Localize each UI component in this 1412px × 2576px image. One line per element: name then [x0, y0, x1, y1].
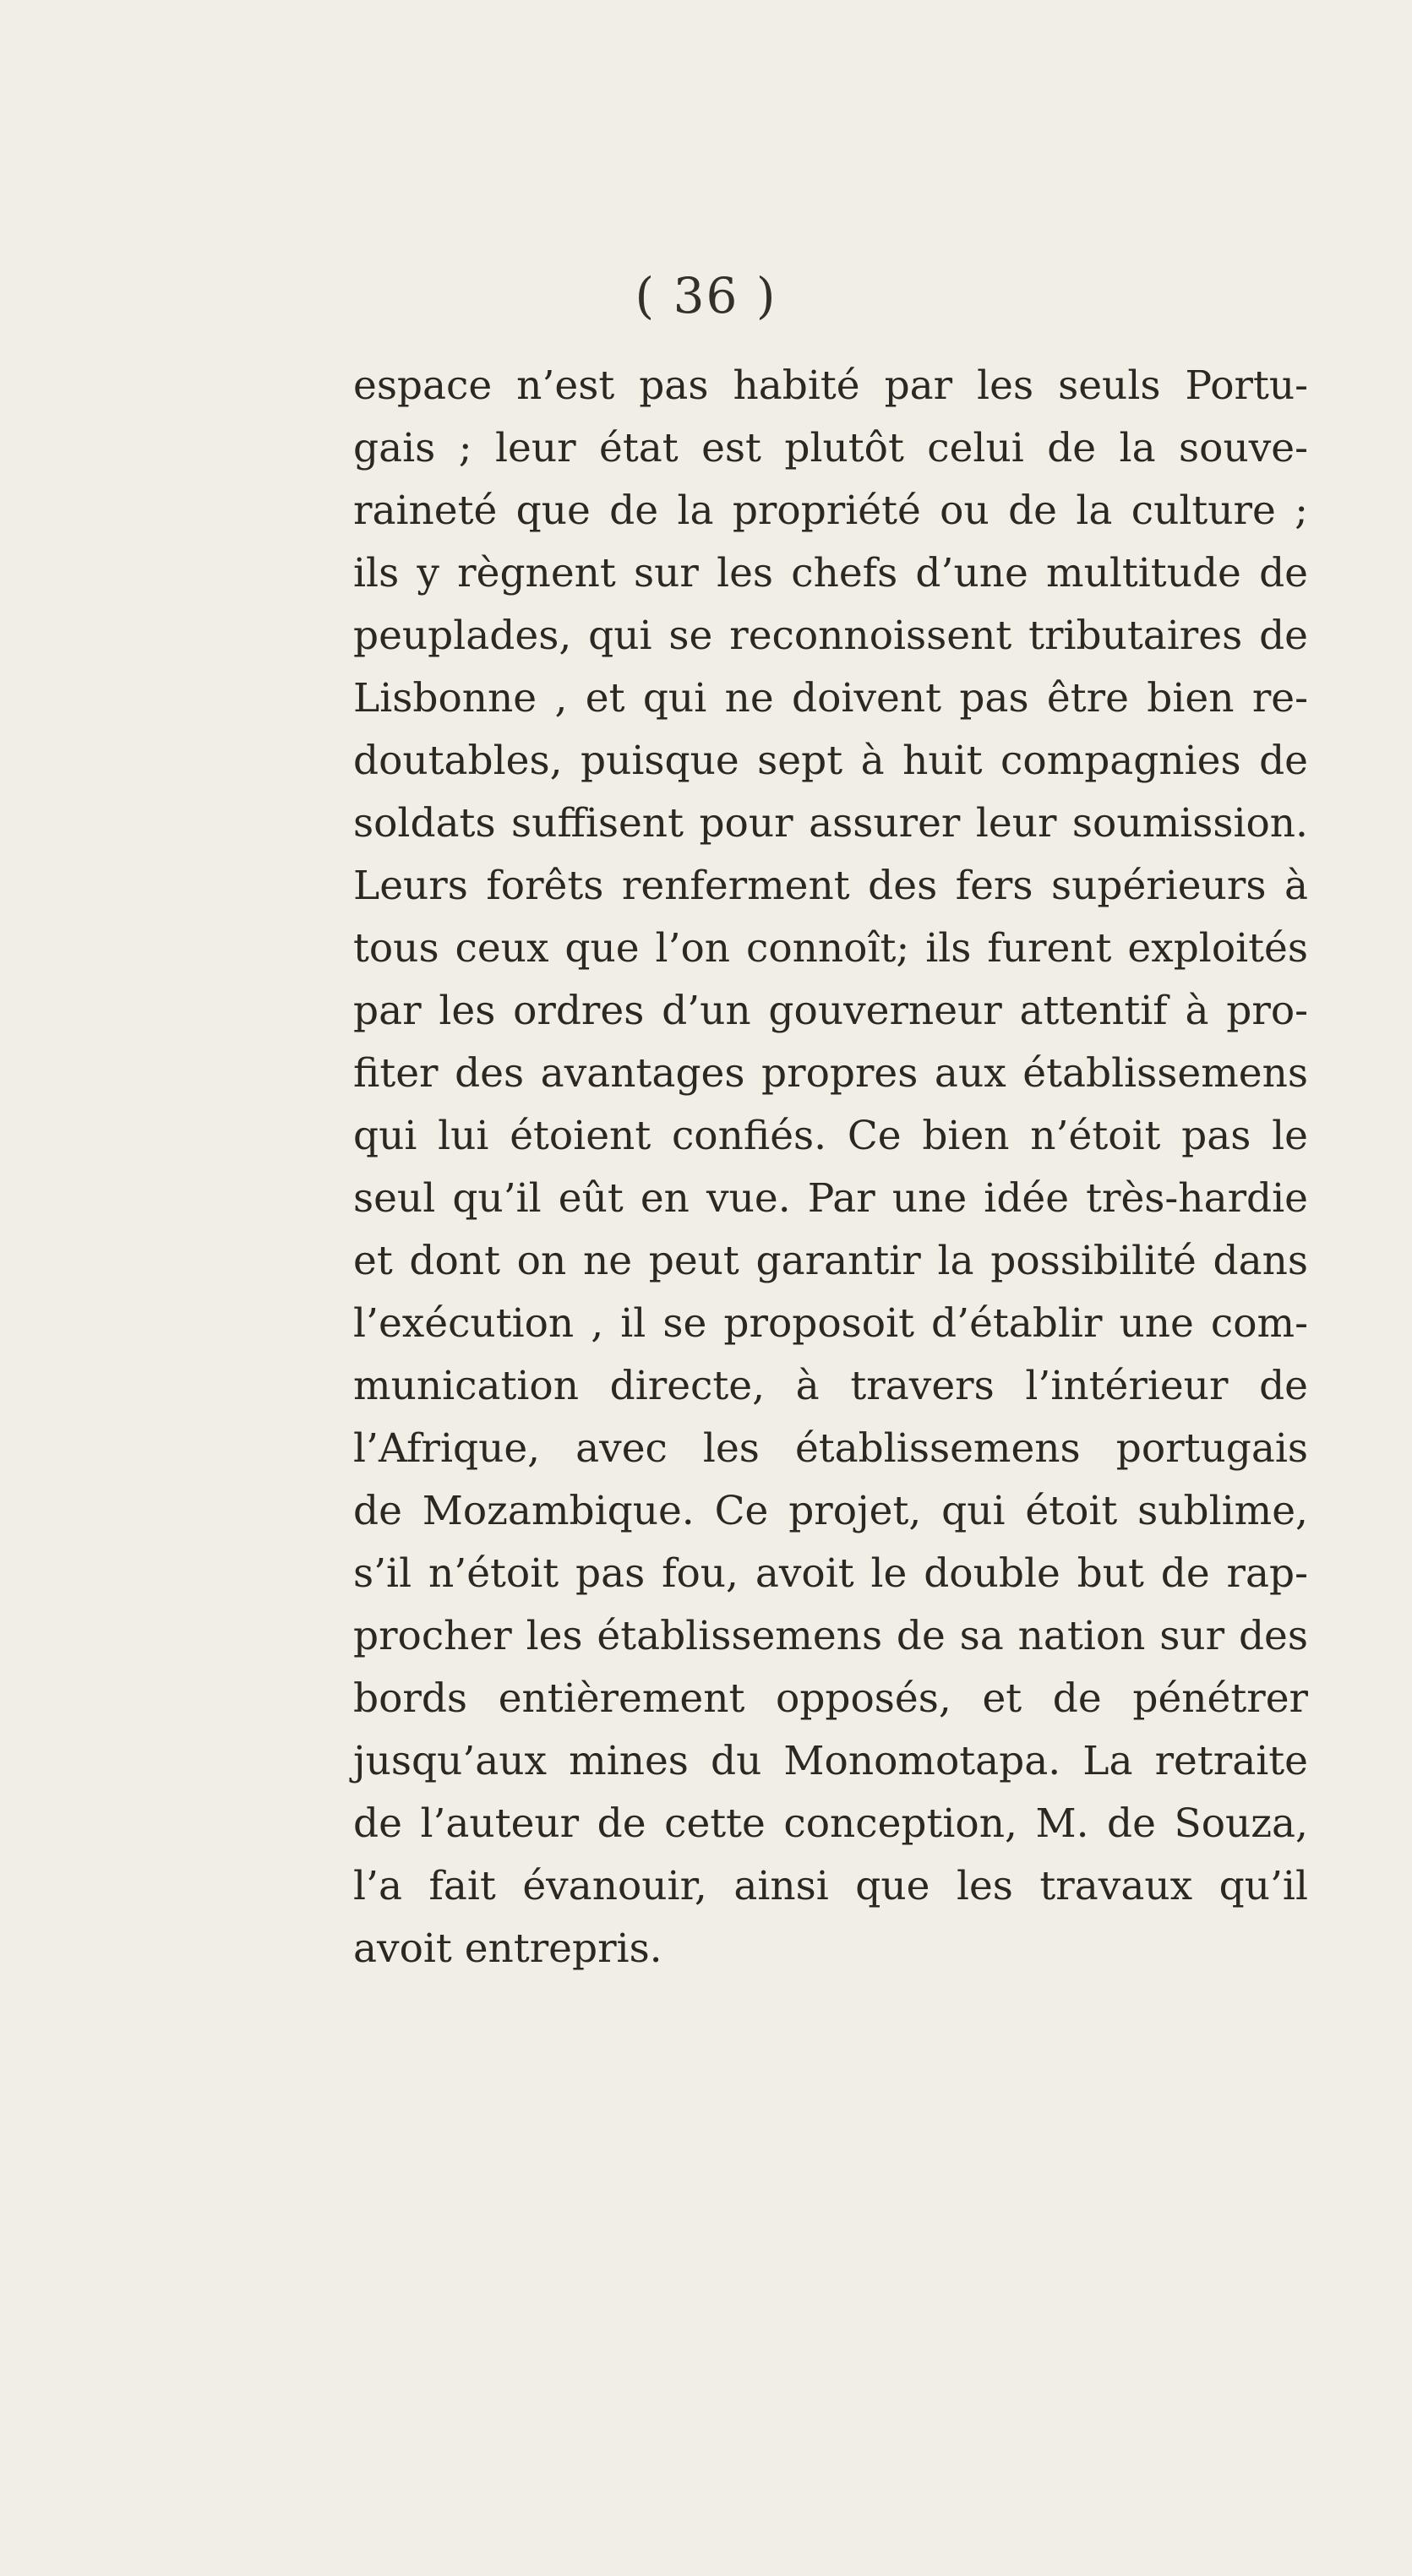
body-text [353, 355, 1308, 1980]
text-line: s’il n’étoit pas fou, avoit le double but de rap- [353, 1550, 1308, 1597]
text-line: fiter des avantages propres aux établissemens [353, 1050, 1308, 1097]
text-line: espace n’est pas habité par les seuls Portu- [353, 362, 1308, 409]
text-line: et dont on ne peut garantir la possibilité dans [353, 1238, 1308, 1284]
text-line: avoit entrepris. [353, 1925, 662, 1972]
text-line: ils y règnent sur les chefs d’une multitude de [353, 550, 1308, 596]
text-line: l’Afrique, avec les établissemens portugais [353, 1425, 1308, 1472]
text-line: gais ; leur état est plutôt celui de la souve- [353, 425, 1308, 471]
text-line: Leurs forêts renferment des fers supérieurs à [353, 863, 1308, 909]
text-line: peuplades, qui se reconnoissent tributaires de [353, 613, 1308, 659]
text-line: qui lui étoient confiés. Ce bien n’étoit pas le [353, 1113, 1308, 1159]
text-line: de Mozambique. Ce projet, qui étoit sublime, [353, 1488, 1308, 1534]
text-line: l’a fait évanouir, ainsi que les travaux qu’il [353, 1863, 1308, 1909]
text-line: Lisbonne , et qui ne doivent pas être bien re- [353, 675, 1308, 722]
text-line: de l’auteur de cette conception, M. de Souza, [353, 1800, 1308, 1847]
text-line: procher les établissemens de sa nation sur des [353, 1613, 1308, 1659]
text-line: munication directe, à travers l’intérieur de [353, 1363, 1308, 1409]
text-line: soldats suffisent pour assurer leur soumission. [353, 800, 1308, 847]
page-number: ( 36 ) [635, 267, 777, 324]
text-line: doutables, puisque sept à huit compagnies de [353, 738, 1308, 784]
text-line: raineté que de la propriété ou de la culture ; [353, 487, 1308, 534]
text-line: seul qu’il eût en vue. Par une idée très-hardie [353, 1175, 1308, 1222]
text-line: bords entièrement opposés, et de pénétrer [353, 1675, 1308, 1722]
text-line: l’exécution , il se proposoit d’établir une com- [353, 1300, 1308, 1347]
text-line: jusqu’aux mines du Monomotapa. La retraite [353, 1738, 1308, 1784]
text-line: par les ordres d’un gouverneur attentif à pro- [353, 988, 1308, 1034]
text-line: tous ceux que l’on connoît; ils furent exploités [353, 925, 1308, 972]
